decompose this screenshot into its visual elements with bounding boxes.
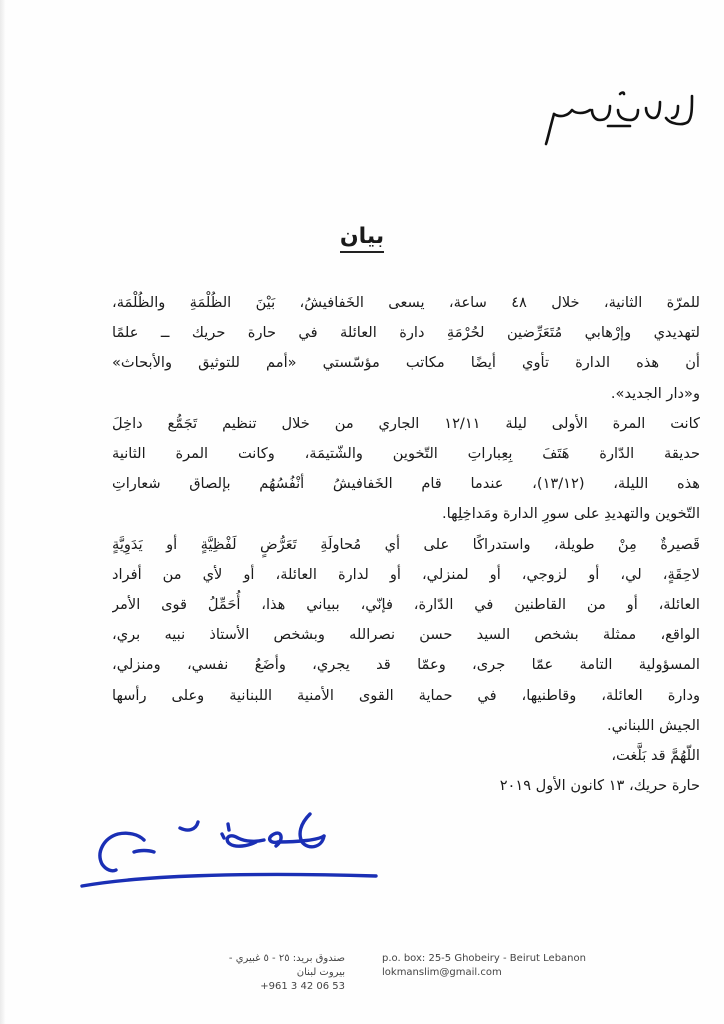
- scan-edge-shadow: [0, 0, 6, 1024]
- body-line: لتهديدي وإرْهابي مُتَعَرِّضين لحُرْمَةِ دارة العائلة في حارة حريك ــ علمًا: [112, 324, 700, 342]
- statement-body: [112, 288, 700, 801]
- arabic-address: صندوق بريد: ٢٥ - ٥ غبيري - بيروت لبنان: [228, 953, 345, 978]
- signature-icon: [78, 812, 378, 892]
- footer-english-block: [382, 952, 642, 980]
- body-line: الواقع، ممثلة بشخص السيد حسن نصرالله وبشخص الأستاذ نبيه بري،: [112, 626, 700, 644]
- body-line: ودارة العائلة، وقاطنيها، في حماية القوى الأمنية اللبنانية وعلى رأسها: [112, 686, 700, 704]
- phone-number: +961 3 42 06 53: [260, 981, 345, 992]
- letterhead-calligraphy: [520, 88, 710, 148]
- handwritten-signature: [78, 812, 378, 892]
- statement-title-text: بيان: [340, 224, 384, 253]
- body-line: العائلة، أو من القاطنين في الدّارة، فإنّي، ببياني هذا، أُحَمِّلُ قوى الأمر: [112, 596, 700, 614]
- body-line: للمرّة الثانية، خلال ٤٨ ساعة، يسعى الخَفافيشُ، بَيْنَ الظُلْمَةِ والظُلْمَة،: [112, 294, 700, 311]
- body-line: حديقة الدّارة هَتَفَ بِعِباراتِ التّخوين والشّتيمَة، وكانت المرة الثانية: [112, 445, 700, 463]
- body-line: هذه الليلة، (١٣/١٢)، عندما قام الخَفافيشُ أنْفُسُهُم بإلصاق شعاراتِ: [112, 475, 700, 493]
- body-line: أن هذه الدارة تأوي أيضًا مكاتب مؤسّستي «أمم للتوثيق والأبحاث»: [112, 354, 700, 372]
- english-address: p.o. box: 25-5 Ghobeiry - Beirut Lebanon: [382, 953, 586, 964]
- letterhead-logo-icon: [520, 88, 710, 148]
- statement-title: [0, 224, 724, 249]
- body-line: لاحِقَةٍ، لي، أو لزوجي، أو لمنزلي، أو لدارة العائلة، أو لأي من أفراد: [112, 565, 700, 583]
- closing-line: اللّهُمَّ قد بَلَّغت،: [611, 747, 700, 765]
- email-address: lokmanslim@gmail.com: [382, 967, 502, 978]
- footer-arabic-block: [215, 952, 345, 994]
- body-line: كانت المرة الأولى ليلة ١٢/١١ الجاري من خلال تنظيم تَجَمُّع داخِلَ: [112, 414, 700, 432]
- body-line: الجيش اللبناني.: [606, 716, 700, 734]
- body-line: و«دار الجديد».: [610, 384, 700, 402]
- body-line: المسؤولية التامة عمّا جرى، وعمّا قد يجري، وأضَعُ نفسي، ومنزلي،: [112, 656, 700, 674]
- body-line: قَصيرةٌ مِنْ طويلة، واستدراكًا على أي مُحاولَةِ تَعَرُّضٍ لَفْظِيَّةٍ أو يَدَوِيَّةٍ: [112, 535, 700, 553]
- body-line: التّخوين والتهديدِ على سورِ الدارة ومَداخِلِها.: [442, 505, 700, 523]
- date-line: حارة حريك، ١٣ كانون الأول ٢٠١٩: [499, 777, 700, 795]
